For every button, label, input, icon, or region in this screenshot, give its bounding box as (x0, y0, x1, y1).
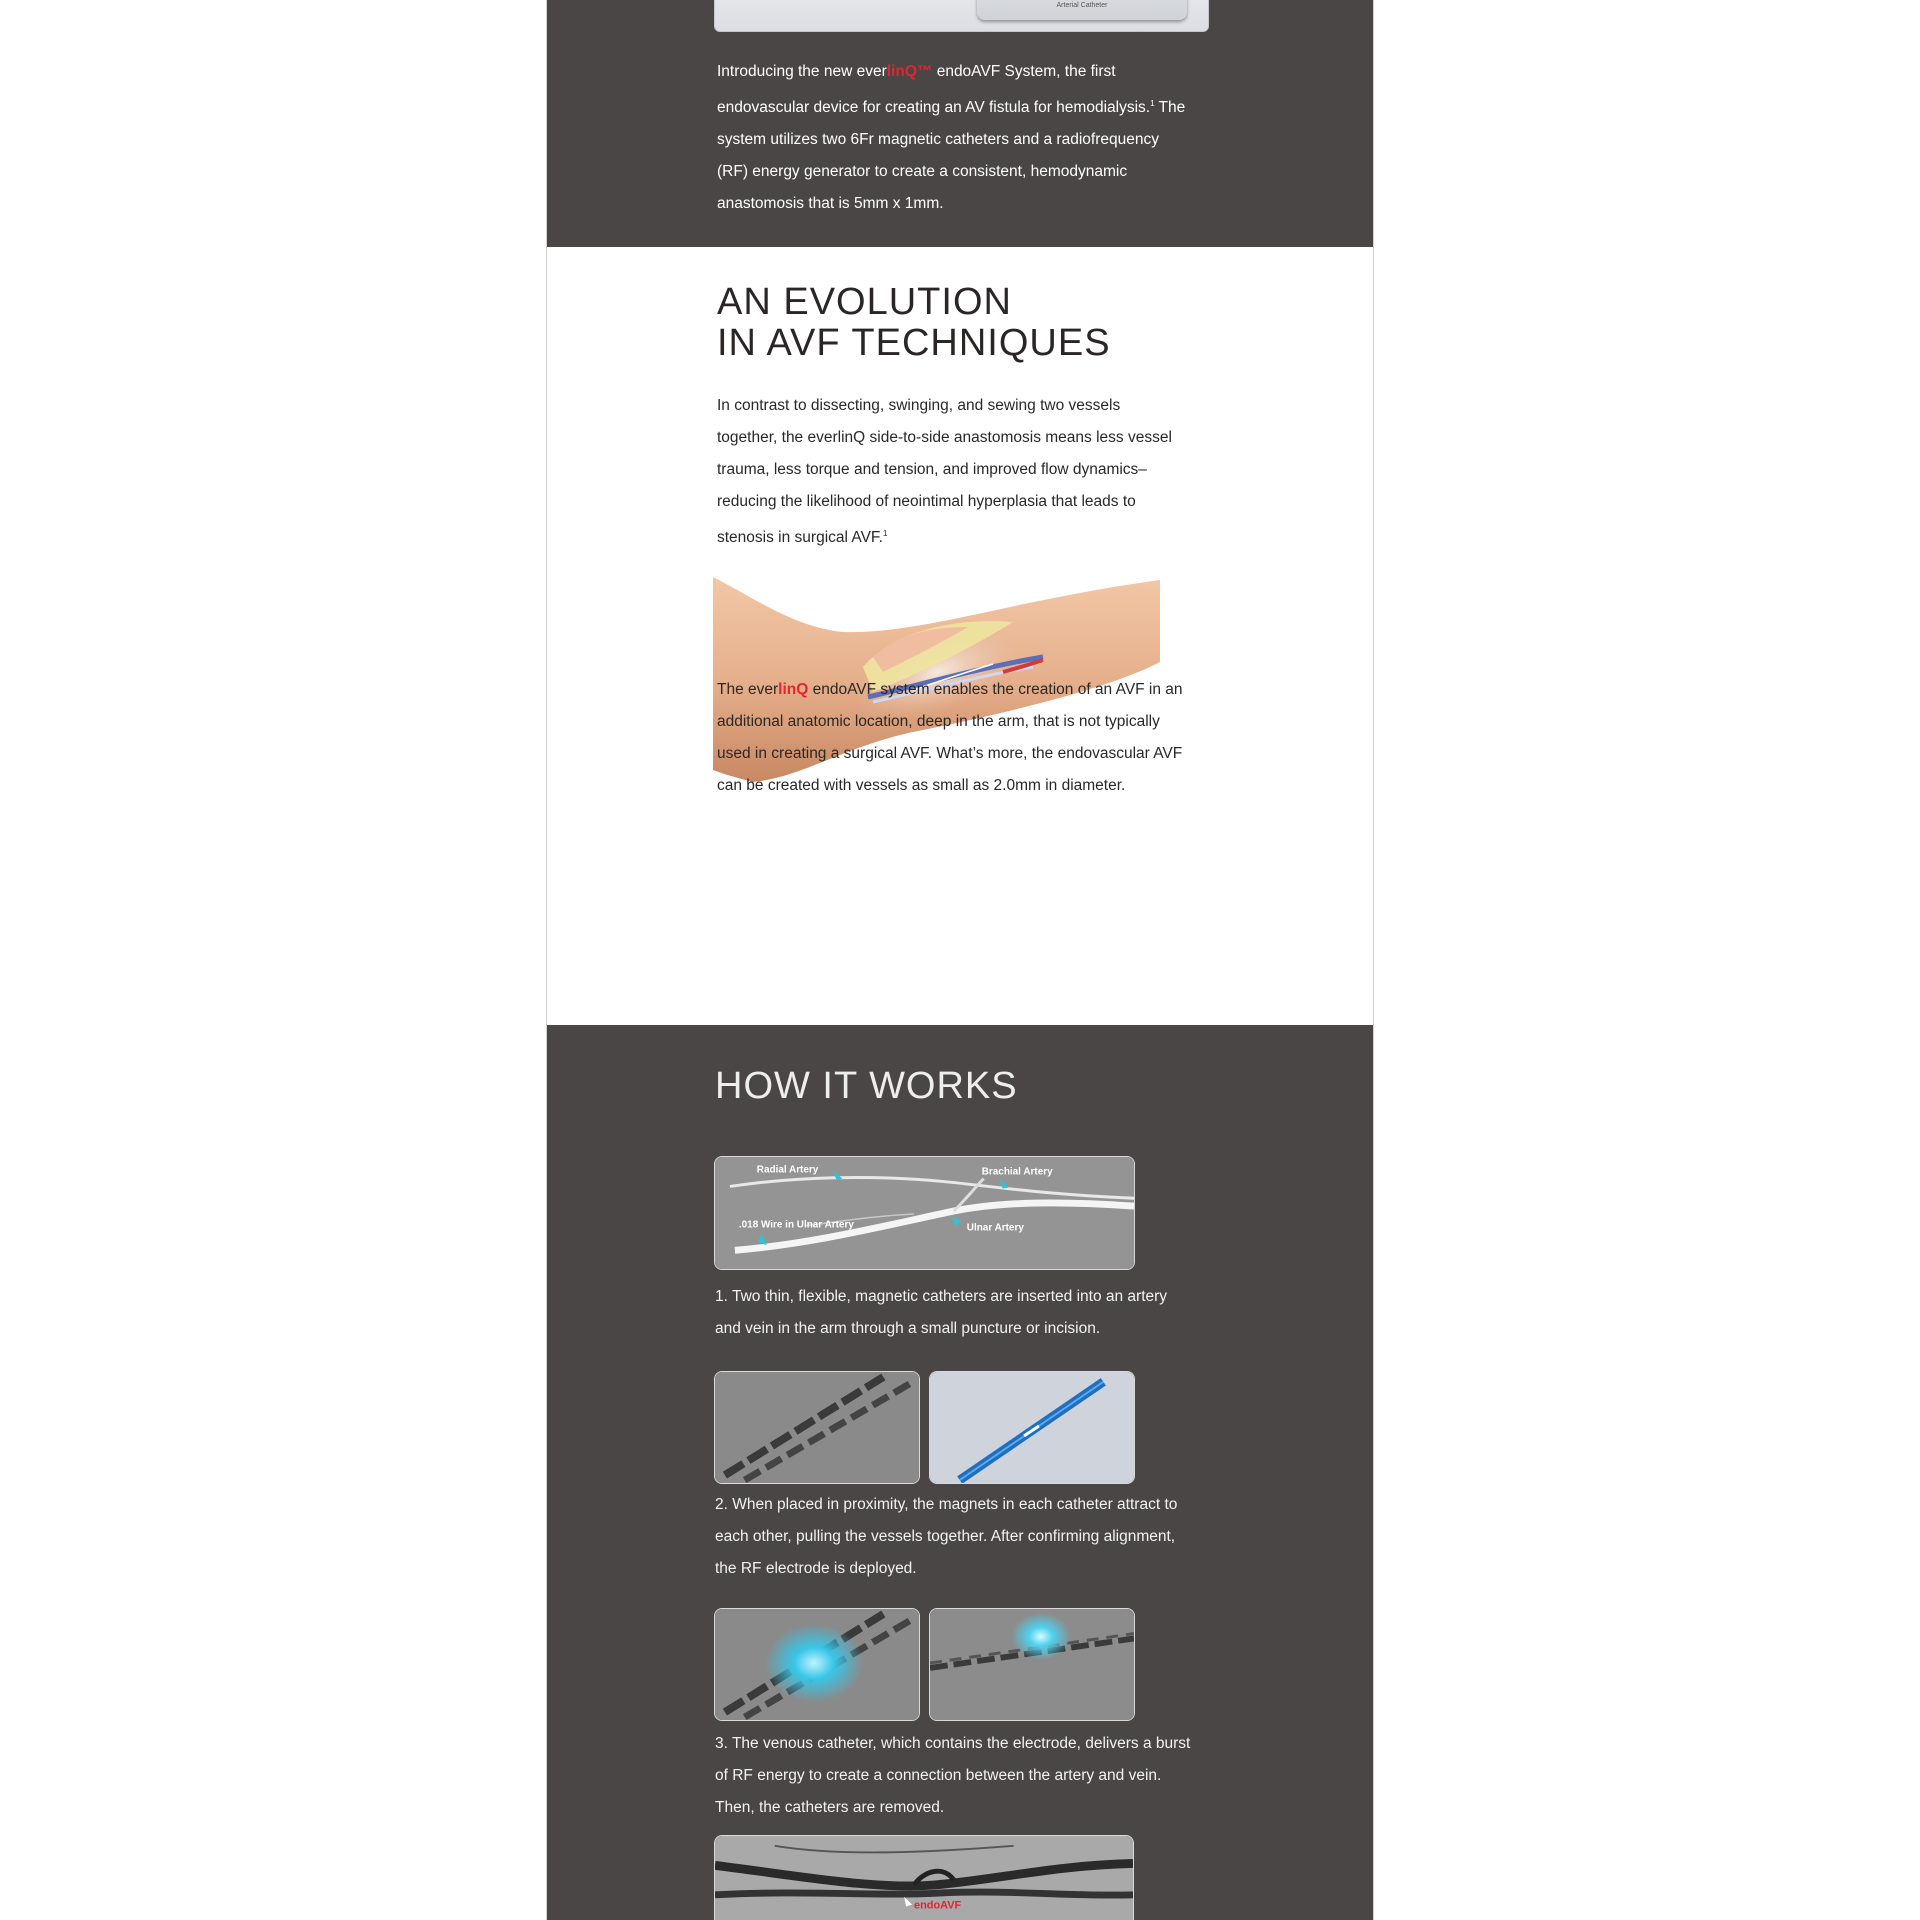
rf-energy-image (714, 1608, 920, 1721)
radial-artery-label: Radial Artery (756, 1164, 819, 1176)
evolution-text-2a: The ever (717, 681, 779, 698)
step-2-text: 2. When placed in proximity, the magnets in each catheter attract to each other, pulling the vessels together. After confirming alignment, the RF electrode is deployed. (715, 1496, 1178, 1577)
rf-xray-image (929, 1608, 1135, 1721)
evolution-text-2b: endoAVF system enables the creation of an AVF in an additional anatomic location, deep in the arm, that is not typically used in creating a surgical AVF. What’s more, the endovascular AVF can be created with vessels as small as 2.0mm in diameter. (717, 681, 1183, 794)
evolution-title (717, 282, 1111, 364)
footnote-ref: 1 (882, 529, 888, 538)
brand-mark: linQ™ (886, 63, 933, 80)
device-image (714, 0, 1209, 32)
step-1-text: 1. Two thin, flexible, magnetic catheters are inserted into an artery and vein in the arm through a small puncture or incision. (715, 1288, 1168, 1337)
endoavf-label: endoAVF (914, 1899, 962, 1912)
ulnar-artery-label: Ulnar Artery (966, 1222, 1024, 1234)
evolution-section (547, 247, 1373, 1025)
intro-text-2: endoAVF System, the first endovascular device for creating an AV fistula for hemodialysis. (717, 63, 1151, 117)
step-3-text: 3. The venous catheter, which contains the electrode, delivers a burst of RF energy to create a connection between the artery and vein. Then, the catheters are removed. (715, 1735, 1191, 1816)
intro-section (547, 0, 1373, 247)
brand-mark: linQ (778, 681, 809, 698)
magnet-xray-image (714, 1371, 920, 1484)
how-it-works-section (547, 1025, 1373, 1920)
angiogram-image (714, 1156, 1135, 1270)
device-card (977, 0, 1187, 20)
how-it-works-title: HOW IT WORKS (715, 1065, 1018, 1107)
intro-text-1: Introducing the new ever (717, 63, 887, 80)
wire-label: .018 Wire in Ulnar Artery (738, 1219, 854, 1231)
brachial-artery-label: Brachial Artery (981, 1166, 1053, 1178)
fistula-angiogram-image (714, 1835, 1134, 1920)
evolution-title-line1: AN EVOLUTION (717, 281, 1012, 323)
magnet-catheter-image (929, 1371, 1135, 1484)
device-card-label: Arterial Catheter (1056, 2, 1108, 9)
evolution-title-line2: IN AVF TECHNIQUES (717, 322, 1111, 364)
intro-paragraph (717, 56, 1187, 220)
intro-text-3: The system utilizes two 6Fr magnetic catheters and a radiofrequency (RF) energy generator to create a consistent, hemodynamic anastomosis that is 5mm x 1mm. (717, 99, 1186, 213)
page (546, 0, 1374, 1920)
evolution-paragraph-2 (717, 674, 1187, 802)
evolution-paragraph-1 (717, 390, 1177, 554)
footnote-ref: 1 (1150, 99, 1155, 108)
evolution-text-1: In contrast to dissecting, swinging, and sewing two vessels together, the everlinQ side-to-side anastomosis means less vessel trauma, less torque and tension, and improved flow dynamics–reducing the likelihood of neointimal hyperplasia that leads to stenosis in surgical AVF. (717, 397, 1172, 547)
